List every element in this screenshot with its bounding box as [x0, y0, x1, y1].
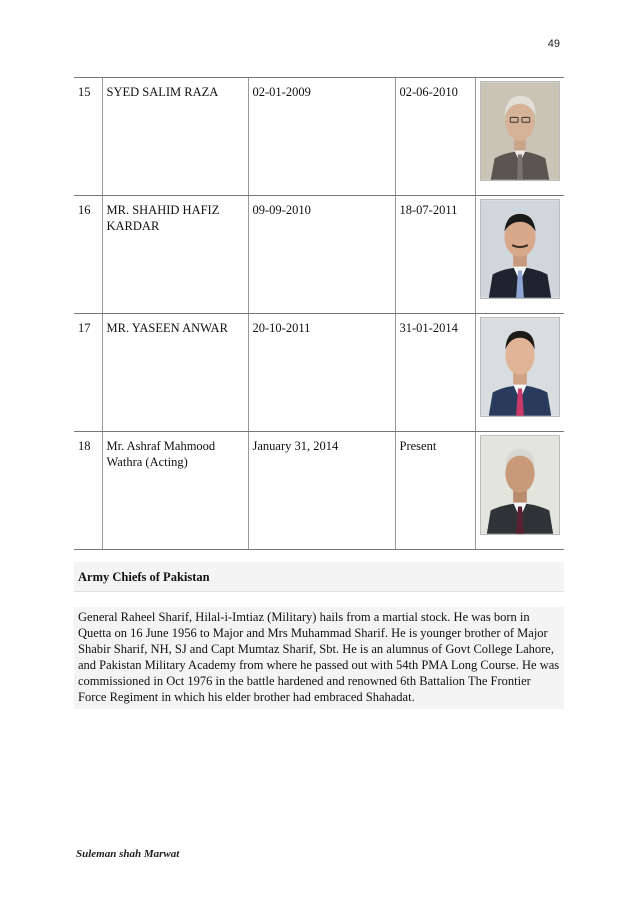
photo-cell: [475, 432, 564, 550]
photo-cell: [475, 196, 564, 314]
photo-cell: [475, 78, 564, 196]
term-start: 20-10-2011: [248, 314, 395, 432]
section-heading: Army Chiefs of Pakistan: [74, 562, 564, 592]
term-start: 02-01-2009: [248, 78, 395, 196]
governor-name: MR. SHAHID HAFIZ KARDAR: [102, 196, 248, 314]
portrait-photo-icon: [480, 317, 560, 417]
term-end: Present: [395, 432, 475, 550]
term-end: 18-07-2011: [395, 196, 475, 314]
portrait-photo-icon: [480, 199, 560, 299]
photo-cell: [475, 314, 564, 432]
row-number: 18: [74, 432, 102, 550]
term-start: 09-09-2010: [248, 196, 395, 314]
table-row: [74, 196, 564, 314]
author-signature: Suleman shah Marwat: [76, 848, 180, 860]
biography-paragraph: General Raheel Sharif, Hilal-i-Imtiaz (Military) hails from a martial stock. He was born in Quetta on 16 June 1956 to Major and Mrs Muhammad Sharif. He is younger brother of Major Shabir Sharif, NH, SJ and Capt Mumtaz Sharif, Sbt. He is an alumnus of Govt College Lahore, and Pakistan Military Academy from where he passed out with 54th PMA Long Course. He was commissioned in Oct 1976 in the battle hardened and renowned 6th Battalion The Frontier Force Regiment in which his elder brother had embraced Shahadat.: [74, 607, 564, 709]
row-number: 15: [74, 78, 102, 196]
row-number: 16: [74, 196, 102, 314]
table-row: [74, 78, 564, 196]
table-row: [74, 314, 564, 432]
portrait-photo-icon: [480, 435, 560, 535]
table-row: [74, 432, 564, 550]
term-end: 02-06-2010: [395, 78, 475, 196]
governor-name: MR. YASEEN ANWAR: [102, 314, 248, 432]
term-start: January 31, 2014: [248, 432, 395, 550]
page-number: 49: [547, 38, 560, 50]
governors-table: [74, 77, 564, 550]
row-number: 17: [74, 314, 102, 432]
term-end: 31-01-2014: [395, 314, 475, 432]
governor-name: SYED SALIM RAZA: [102, 78, 248, 196]
portrait-photo-icon: [480, 81, 560, 181]
governor-name: Mr. Ashraf Mahmood Wathra (Acting): [102, 432, 248, 550]
